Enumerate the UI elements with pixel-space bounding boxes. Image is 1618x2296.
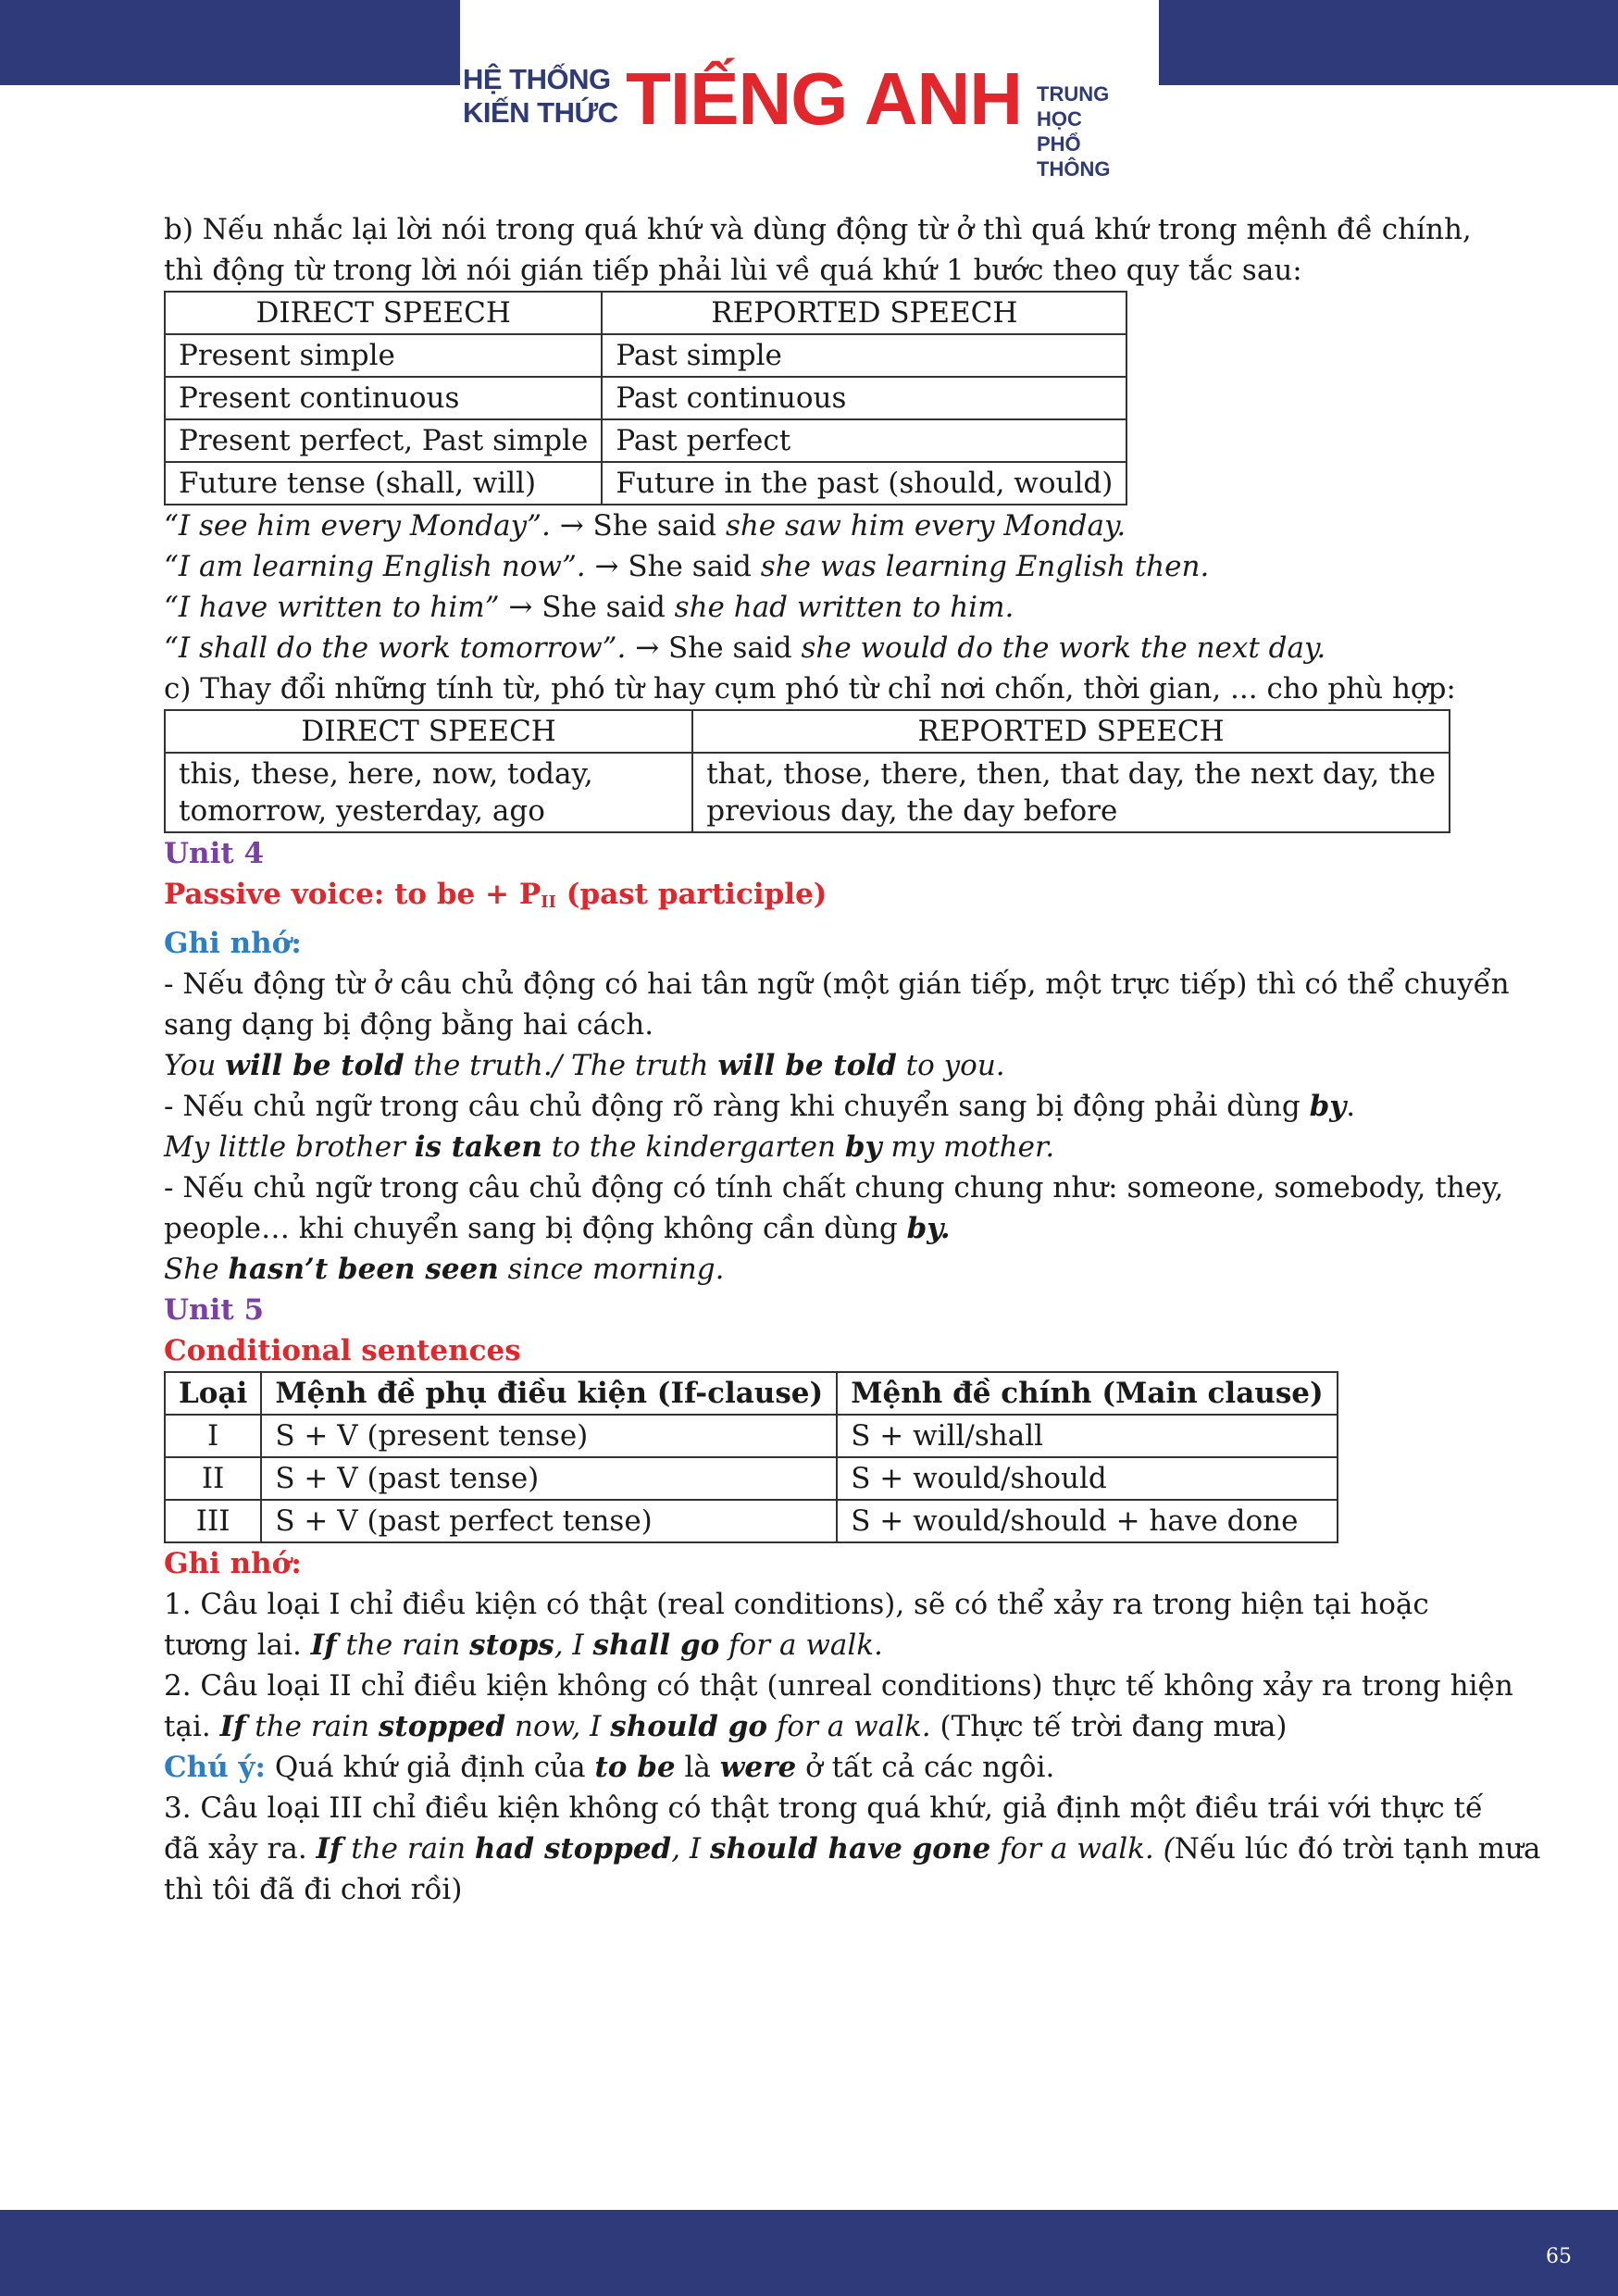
cell-direct: Present simple	[165, 334, 602, 377]
footer-band	[0, 2210, 1618, 2296]
rule3-line2: people… khi chuyển sang bị động không cần dùng by.	[164, 1212, 951, 1245]
header-left-title: HỆ THỐNG KIẾN THỨC	[463, 63, 618, 129]
top-band-right	[1159, 0, 1618, 85]
table-header-row	[165, 292, 1126, 334]
section-c-line: c) Thay đổi những tính từ, phó từ hay cụm phó từ chỉ nơi chốn, thời gian, ... cho phù hợp:	[164, 672, 1456, 705]
note3-line2: đã xảy ra. If the rain had stopped, I should have gone for a walk. (Nếu lúc đó trời tạnh mưa	[164, 1832, 1541, 1866]
cell-direct: Present perfect, Past simple	[165, 419, 602, 462]
rule1-line2: sang dạng bị động bằng hai cách.	[164, 1008, 654, 1042]
table-row	[165, 1415, 1338, 1457]
header-main-clause: Mệnh đề chính (Main clause)	[837, 1372, 1337, 1415]
cell-direct: Future tense (shall, will)	[165, 462, 602, 505]
rule1-line1: - Nếu động từ ở câu chủ động có hai tân ngữ (một gián tiếp, một trực tiếp) thì có thể chuyển	[164, 967, 1510, 1001]
cell-reported: that, those, there, then, that day, the next day, the previous day, the day before	[692, 753, 1450, 832]
top-band-left	[0, 0, 460, 85]
table-row	[165, 377, 1126, 419]
cell-direct: this, these, here, now, today, tomorrow, yesterday, ago	[165, 753, 692, 832]
section-b-line2: thì động từ trong lời nói gián tiếp phải lùi về quá khứ 1 bước theo quy tắc sau:	[164, 254, 1302, 287]
page-header	[463, 57, 1155, 181]
cell-reported: Past continuous	[602, 377, 1126, 419]
header-type: Loại	[165, 1372, 261, 1415]
cell-if-clause: S + V (past tense)	[261, 1457, 837, 1500]
note1-line1: 1. Câu loại I chỉ điều kiện có thật (real conditions), sẽ có thể xảy ra trong hiện tại hoặc	[164, 1588, 1429, 1621]
example-line: “I shall do the work tomorrow”. → She said she would do the work the next day.	[164, 631, 1326, 665]
rule2-line: - Nếu chủ ngữ trong câu chủ động rõ ràng khi chuyển sang bị động phải dùng by.	[164, 1090, 1356, 1123]
example-line: You will be told the truth./ The truth will be told to you.	[164, 1049, 1005, 1082]
note2-line2: tại. If the rain stopped now, I should go for a walk. (Thực tế trời đang mưa)	[164, 1710, 1288, 1743]
note1-line2: tương lai. If the rain stops, I shall go for a walk.	[164, 1628, 883, 1662]
example-line: “I am learning English now”. → She said she was learning English then.	[164, 550, 1210, 583]
cell-type: I	[165, 1415, 261, 1457]
header-right-title: TRUNG HỌC PHỔ THÔNG	[1037, 82, 1111, 181]
table-row	[165, 753, 1450, 832]
rule3-line1: - Nếu chủ ngữ trong câu chủ động có tính chất chung chung như: someone, somebody, they,	[164, 1171, 1504, 1204]
note2-line1: 2. Câu loại II chỉ điều kiện không có thật (unreal conditions) thực tế không xảy ra trong hiện	[164, 1669, 1513, 1703]
header-direct-speech: DIRECT SPEECH	[165, 292, 602, 334]
example-line: My little brother is taken to the kindergarten by my mother.	[164, 1130, 1055, 1164]
unit4-ghi-nho: Ghi nhớ:	[164, 927, 302, 960]
unit4-label: Unit 4	[164, 837, 265, 870]
tense-shift-table	[164, 291, 1127, 505]
cell-main-clause: S + will/shall	[837, 1415, 1337, 1457]
cell-reported: Past perfect	[602, 419, 1126, 462]
table-row	[165, 1457, 1338, 1500]
cell-if-clause: S + V (past perfect tense)	[261, 1500, 837, 1542]
page-number: 65	[1546, 2245, 1572, 2268]
note3-line1: 3. Câu loại III chỉ điều kiện không có thật trong quá khứ, giả định một điều trái với thực tế	[164, 1791, 1484, 1825]
example-line: She hasn’t been seen since morning.	[164, 1253, 725, 1286]
example-line: “I see him every Monday”. → She said she saw him every Monday.	[164, 509, 1126, 543]
header-reported-speech: REPORTED SPEECH	[692, 710, 1450, 753]
word-change-table	[164, 709, 1450, 833]
header-reported-speech: REPORTED SPEECH	[602, 292, 1126, 334]
header-if-clause: Mệnh đề phụ điều kiện (If-clause)	[261, 1372, 837, 1415]
chu-y-line: Chú ý: Quá khứ giả định của to be là were ở tất cả các ngôi.	[164, 1751, 1055, 1784]
header-direct-speech: DIRECT SPEECH	[165, 710, 692, 753]
section-b-line1: b) Nếu nhắc lại lời nói trong quá khứ và dùng động từ ở thì quá khứ trong mệnh đề chính,	[164, 213, 1472, 246]
table-row	[165, 419, 1126, 462]
header-main-title: TIẾNG ANH	[626, 57, 1023, 140]
cell-direct: Present continuous	[165, 377, 602, 419]
unit5-label: Unit 5	[164, 1293, 265, 1327]
table-header-row	[165, 710, 1450, 753]
table-row	[165, 462, 1126, 505]
conditional-table	[164, 1371, 1338, 1543]
cell-type: II	[165, 1457, 261, 1500]
unit4-title: Passive voice: to be + $P_{II}$ (past participle)	[164, 878, 828, 912]
table-header-row	[165, 1372, 1338, 1415]
unit5-ghi-nho: Ghi nhớ:	[164, 1547, 302, 1580]
cell-main-clause: S + would/should + have done	[837, 1500, 1337, 1542]
table-row	[165, 1500, 1338, 1542]
table-row	[165, 334, 1126, 377]
cell-if-clause: S + V (present tense)	[261, 1415, 837, 1457]
cell-main-clause: S + would/should	[837, 1457, 1337, 1500]
cell-reported: Past simple	[602, 334, 1126, 377]
cell-reported: Future in the past (should, would)	[602, 462, 1126, 505]
cell-type: III	[165, 1500, 261, 1542]
unit5-title: Conditional sentences	[164, 1334, 521, 1367]
page-content	[164, 209, 1541, 1910]
example-line: “I have written to him” → She said she had written to him.	[164, 591, 1014, 624]
note3-line3: thì tôi đã đi chơi rồi)	[164, 1873, 463, 1906]
